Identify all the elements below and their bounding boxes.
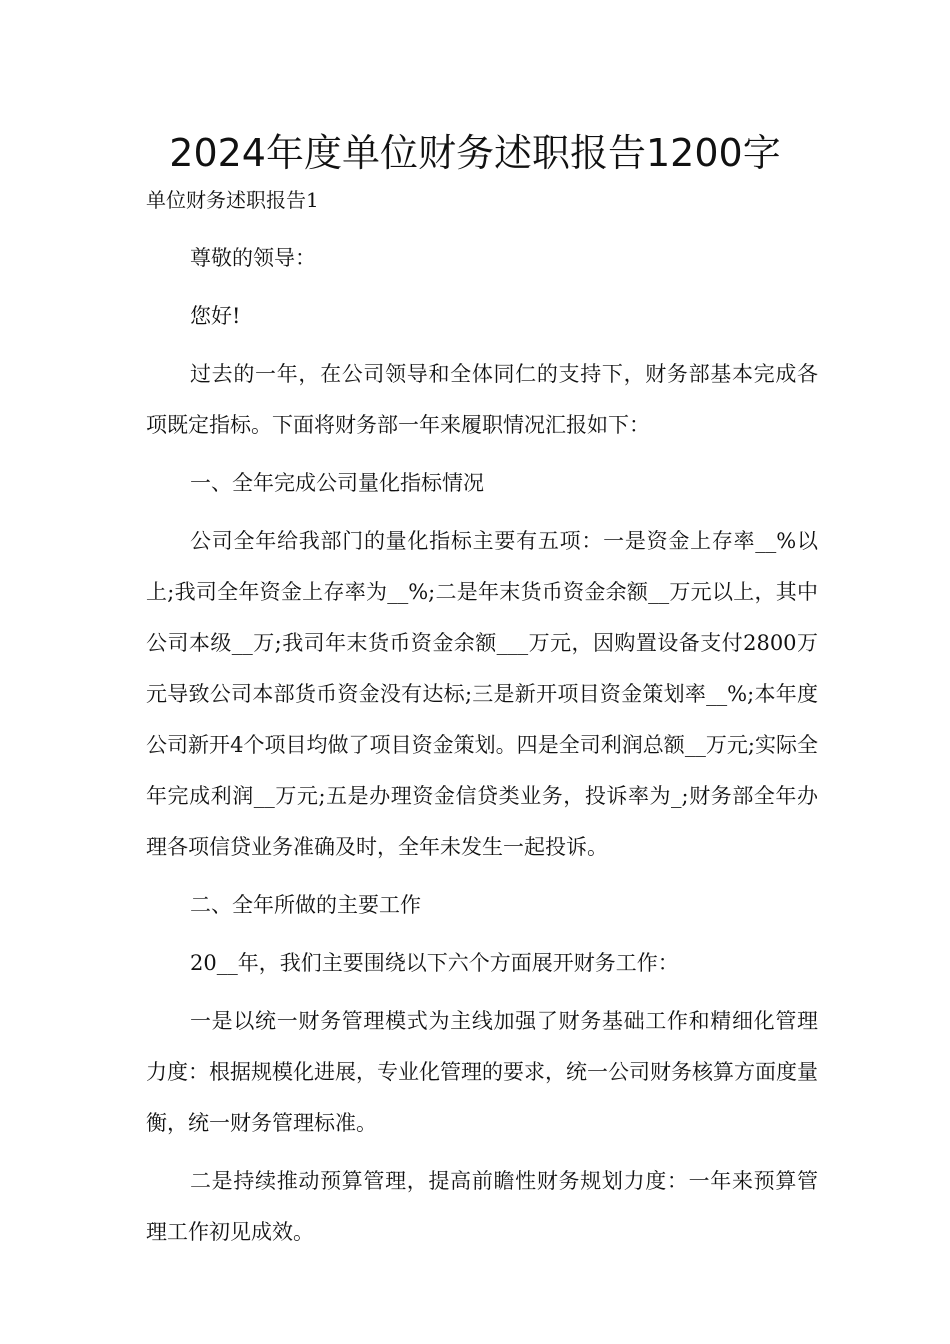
document-subtitle: 单位财务述职报告1	[146, 188, 319, 212]
document-title: 2024年度单位财务述职报告1200字	[169, 131, 781, 175]
greeting: 您好!	[190, 304, 241, 328]
section-heading-1: 一、全年完成公司量化指标情况	[190, 471, 484, 495]
work-item-1-paragraph: 一是以统一财务管理模式为主线加强了财务基础工作和精细化管理力度：根据规模化进展，专业化管理的要求，统一公司财务核算方面度量衡，统一财务管理标准。	[146, 1009, 818, 1135]
document-body	[146, 233, 818, 1265]
work-overview-paragraph: 20__年，我们主要围绕以下六个方面展开财务工作：	[190, 951, 679, 975]
section-heading-2: 二、全年所做的主要工作	[190, 893, 421, 917]
intro-paragraph: 过去的一年，在公司领导和全体同仁的支持下，财务部基本完成各项既定指标。下面将财务部一年来履职情况汇报如下：	[146, 362, 818, 437]
work-item-2-paragraph: 二是持续推动预算管理，提高前瞻性财务规划力度：一年来预算管理工作初见成效。	[146, 1169, 818, 1244]
salutation: 尊敬的领导：	[190, 246, 316, 270]
indicators-paragraph: 公司全年给我部门的量化指标主要有五项：一是资金上存率__%以上;我司全年资金上存率为__%;二是年末货币资金余额__万元以上，其中公司本级__万;我司年末货币资金余额___万元，因购置设备支付2800万元导致公司本部货币资金没有达标;三是新开项目资金策划率__%;本年度公司新开4个项目均做了项目资金策划。四是全司利润总额__万元;实际全年完成利润__万元;五是办理资金信贷类业务，投诉率为_;财务部全年办理各项信贷业务准确及时，全年未发生一起投诉。	[146, 529, 818, 859]
